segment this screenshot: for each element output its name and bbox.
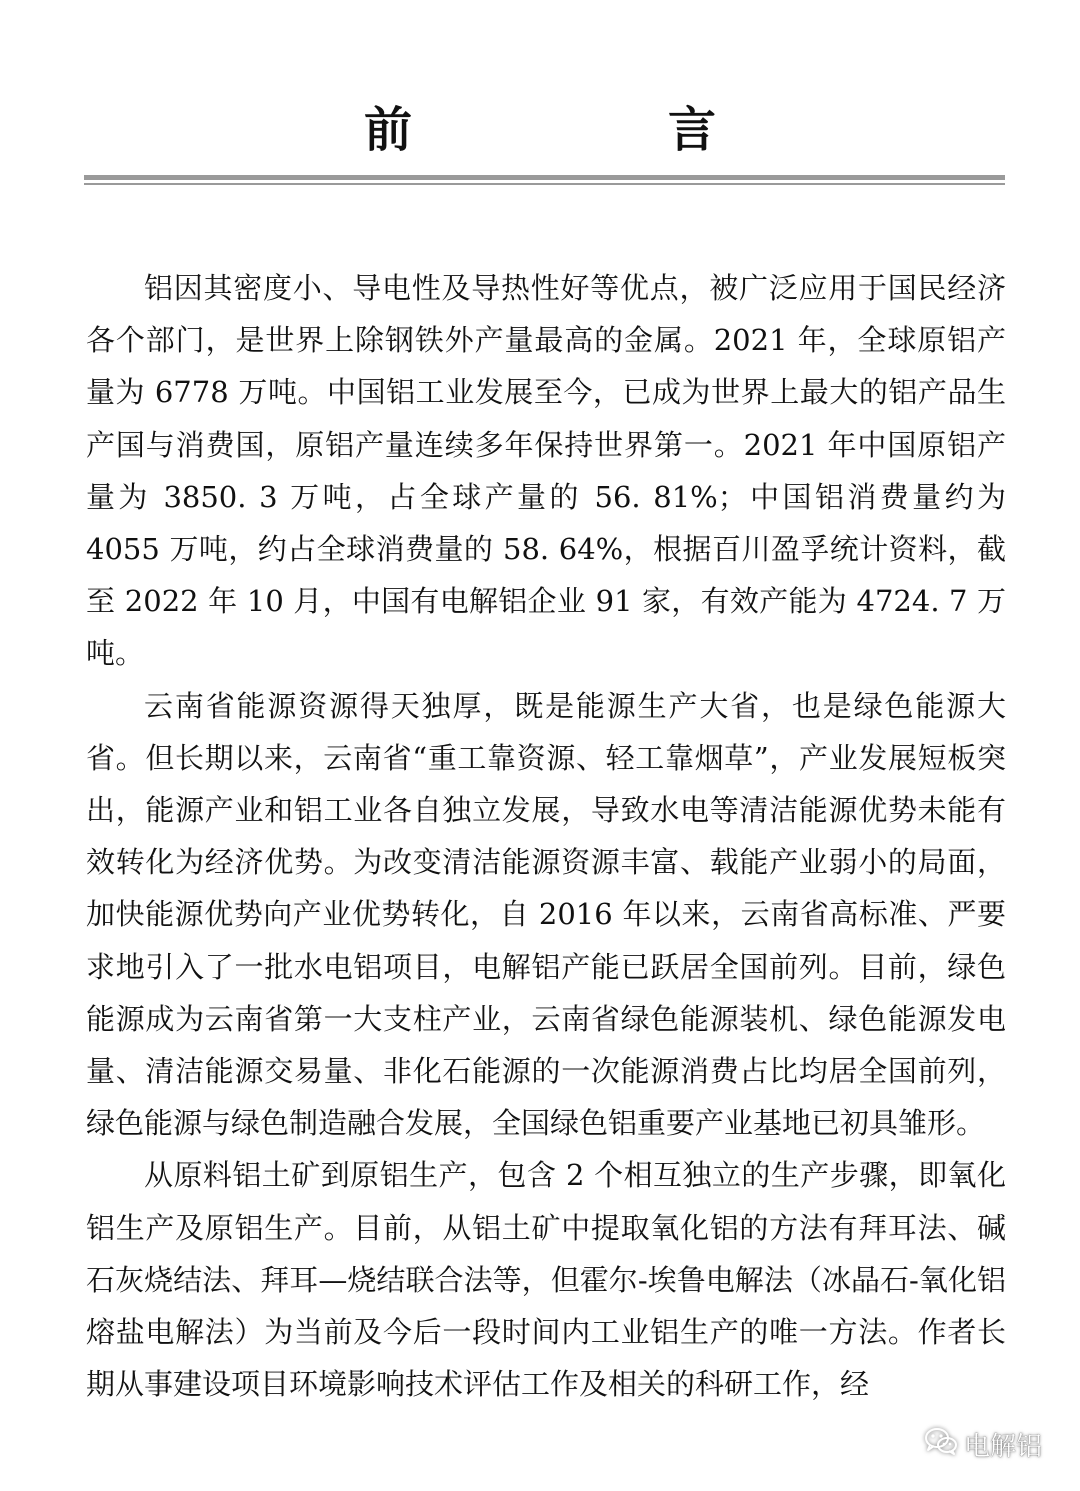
body-text — [86, 262, 1006, 1410]
title-divider-thin — [84, 183, 1005, 185]
paragraph-1: 铝因其密度小、导电性及导热性好等优点，被广泛应用于国民经济各个部门，是世界上除钢铁外产量最高的金属。2021 年，全球原铝产量为 6778 万吨。中国铝工业发展至今，已成为世界上最大的铝产品生产国与消费国，原铝产量连续多年保持世界第一。2021 年中国原铝产量为 3850. 3 万吨，占全球产量的 56. 81%；中国铝消费量约为 4055 万吨，约占全球消费量的 58. 64%，根据百川盈孚统计资料，截至 2022 年 10 月，中国有电解铝企业 91 家，有效产能为 4724. 7 万吨。 — [86, 271, 1006, 671]
watermark — [924, 1426, 1042, 1463]
watermark-label: 电解铝 — [963, 1432, 1042, 1462]
paragraph-2: 云南省能源资源得天独厚，既是能源生产大省，也是绿色能源大省。但长期以来，云南省“重工靠资源、轻工靠烟草”，产业发展短板突出，能源产业和铝工业各自独立发展，导致水电等清洁能源优势未能有效转化为经济优势。为改变清洁能源资源丰富、载能产业弱小的局面，加快能源优势向产业优势转化，自 2016 年以来，云南省高标准、严要求地引入了一批水电铝项目，电解铝产能已跃居全国前列。目前，绿色能源成为云南省第一大支柱产业，云南省绿色能源装机、绿色能源发电量、清洁能源交易量、非化石能源的一次能源消费占比均居全国前列，绿色能源与绿色制造融合发展，全国绿色铝重要产业基地已初具雏形。 — [86, 688, 1006, 1141]
page-title: 前 言 — [363, 102, 820, 158]
wechat-icon — [924, 1426, 958, 1463]
title-divider-thick — [84, 175, 1005, 180]
paragraph-3: 从原料铝土矿到原铝生产，包含 2 个相互独立的生产步骤，即氧化铝生产及原铝生产。目前，从铝土矿中提取氧化铝的方法有拜耳法、碱石灰烧结法、拜耳—烧结联合法等，但霍尔-埃鲁电解法（冰晶石-氧化铝熔盐电解法）为当前及今后一段时间内工业铝生产的唯一方法。作者长期从事建设项目环境影响技术评估工作及相关的科研工作，经 — [86, 1158, 1006, 1402]
